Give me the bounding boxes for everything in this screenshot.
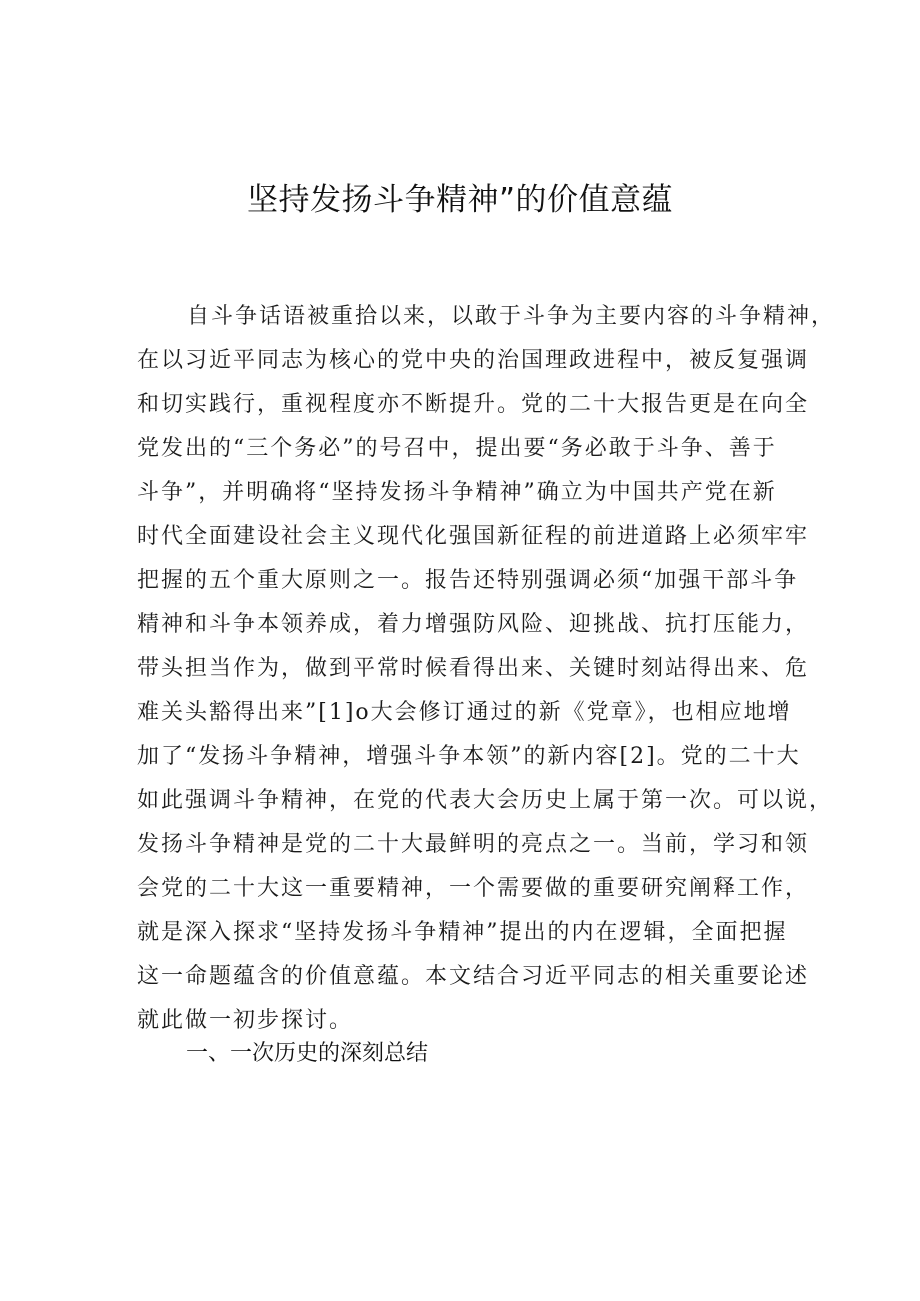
paragraph-line: 就是深入探求“坚持发扬斗争精神”提出的内在逻辑，全面把握: [137, 920, 788, 945]
paragraph-line: 自斗争话语被重拾以来，以敢于斗争为主要内容的斗争精神，: [187, 304, 836, 329]
paragraph-line: 带头担当作为，做到平常时候看得出来、关键时刻站得出来、危: [137, 656, 810, 681]
document-title: 坚持发扬斗争精神”的价值意蕴: [246, 182, 674, 218]
section-heading: 一、一次历史的深刻总结: [186, 1041, 429, 1066]
paragraph-line: 斗争”，并明确将“坚持发扬斗争精神”确立为中国共产党在新: [137, 480, 777, 505]
paragraph-line: 在以习近平同志为核心的党中央的治国理政进程中，被反复强调: [137, 348, 810, 373]
body-paragraph: [137, 295, 836, 1043]
paragraph-line: 就此做一初步探讨。: [137, 1008, 354, 1033]
paragraph-line: 发扬斗争精神是党的二十大最鲜明的亮点之一。当前，学习和领: [137, 832, 810, 857]
paragraph-line: 党发出的“三个务必”的号召中，提出要“务必敢于斗争、善于: [137, 436, 777, 461]
paragraph-line: 如此强调斗争精神，在党的代表大会历史上属于第一次。可以说，: [137, 788, 834, 813]
paragraph-line: 加了“发扬斗争精神，增强斗争本领”的新内容[2]。党的二十大: [137, 744, 801, 769]
paragraph-line: 把握的五个重大原则之一。报告还特别强调必须“加强干部斗争: [137, 568, 799, 593]
paragraph-line: 这一命题蕴含的价值意蕴。本文结合习近平同志的相关重要论述: [137, 964, 810, 989]
paragraph-line: 会党的二十大这一重要精神，一个需要做的重要研究阐释工作，: [137, 876, 810, 901]
paragraph-line: 精神和斗争本领养成，着力增强防风险、迎挑战、抗打压能力，: [137, 612, 810, 637]
paragraph-line: 和切实践行，重视程度亦不断提升。党的二十大报告更是在向全: [137, 392, 810, 417]
paragraph-line: 难关头豁得出来”[1]o大会修订通过的新《党章》，也相应地增: [137, 700, 792, 725]
paragraph-line: 时代全面建设社会主义现代化强国新征程的前进道路上必须牢牢: [137, 524, 810, 549]
